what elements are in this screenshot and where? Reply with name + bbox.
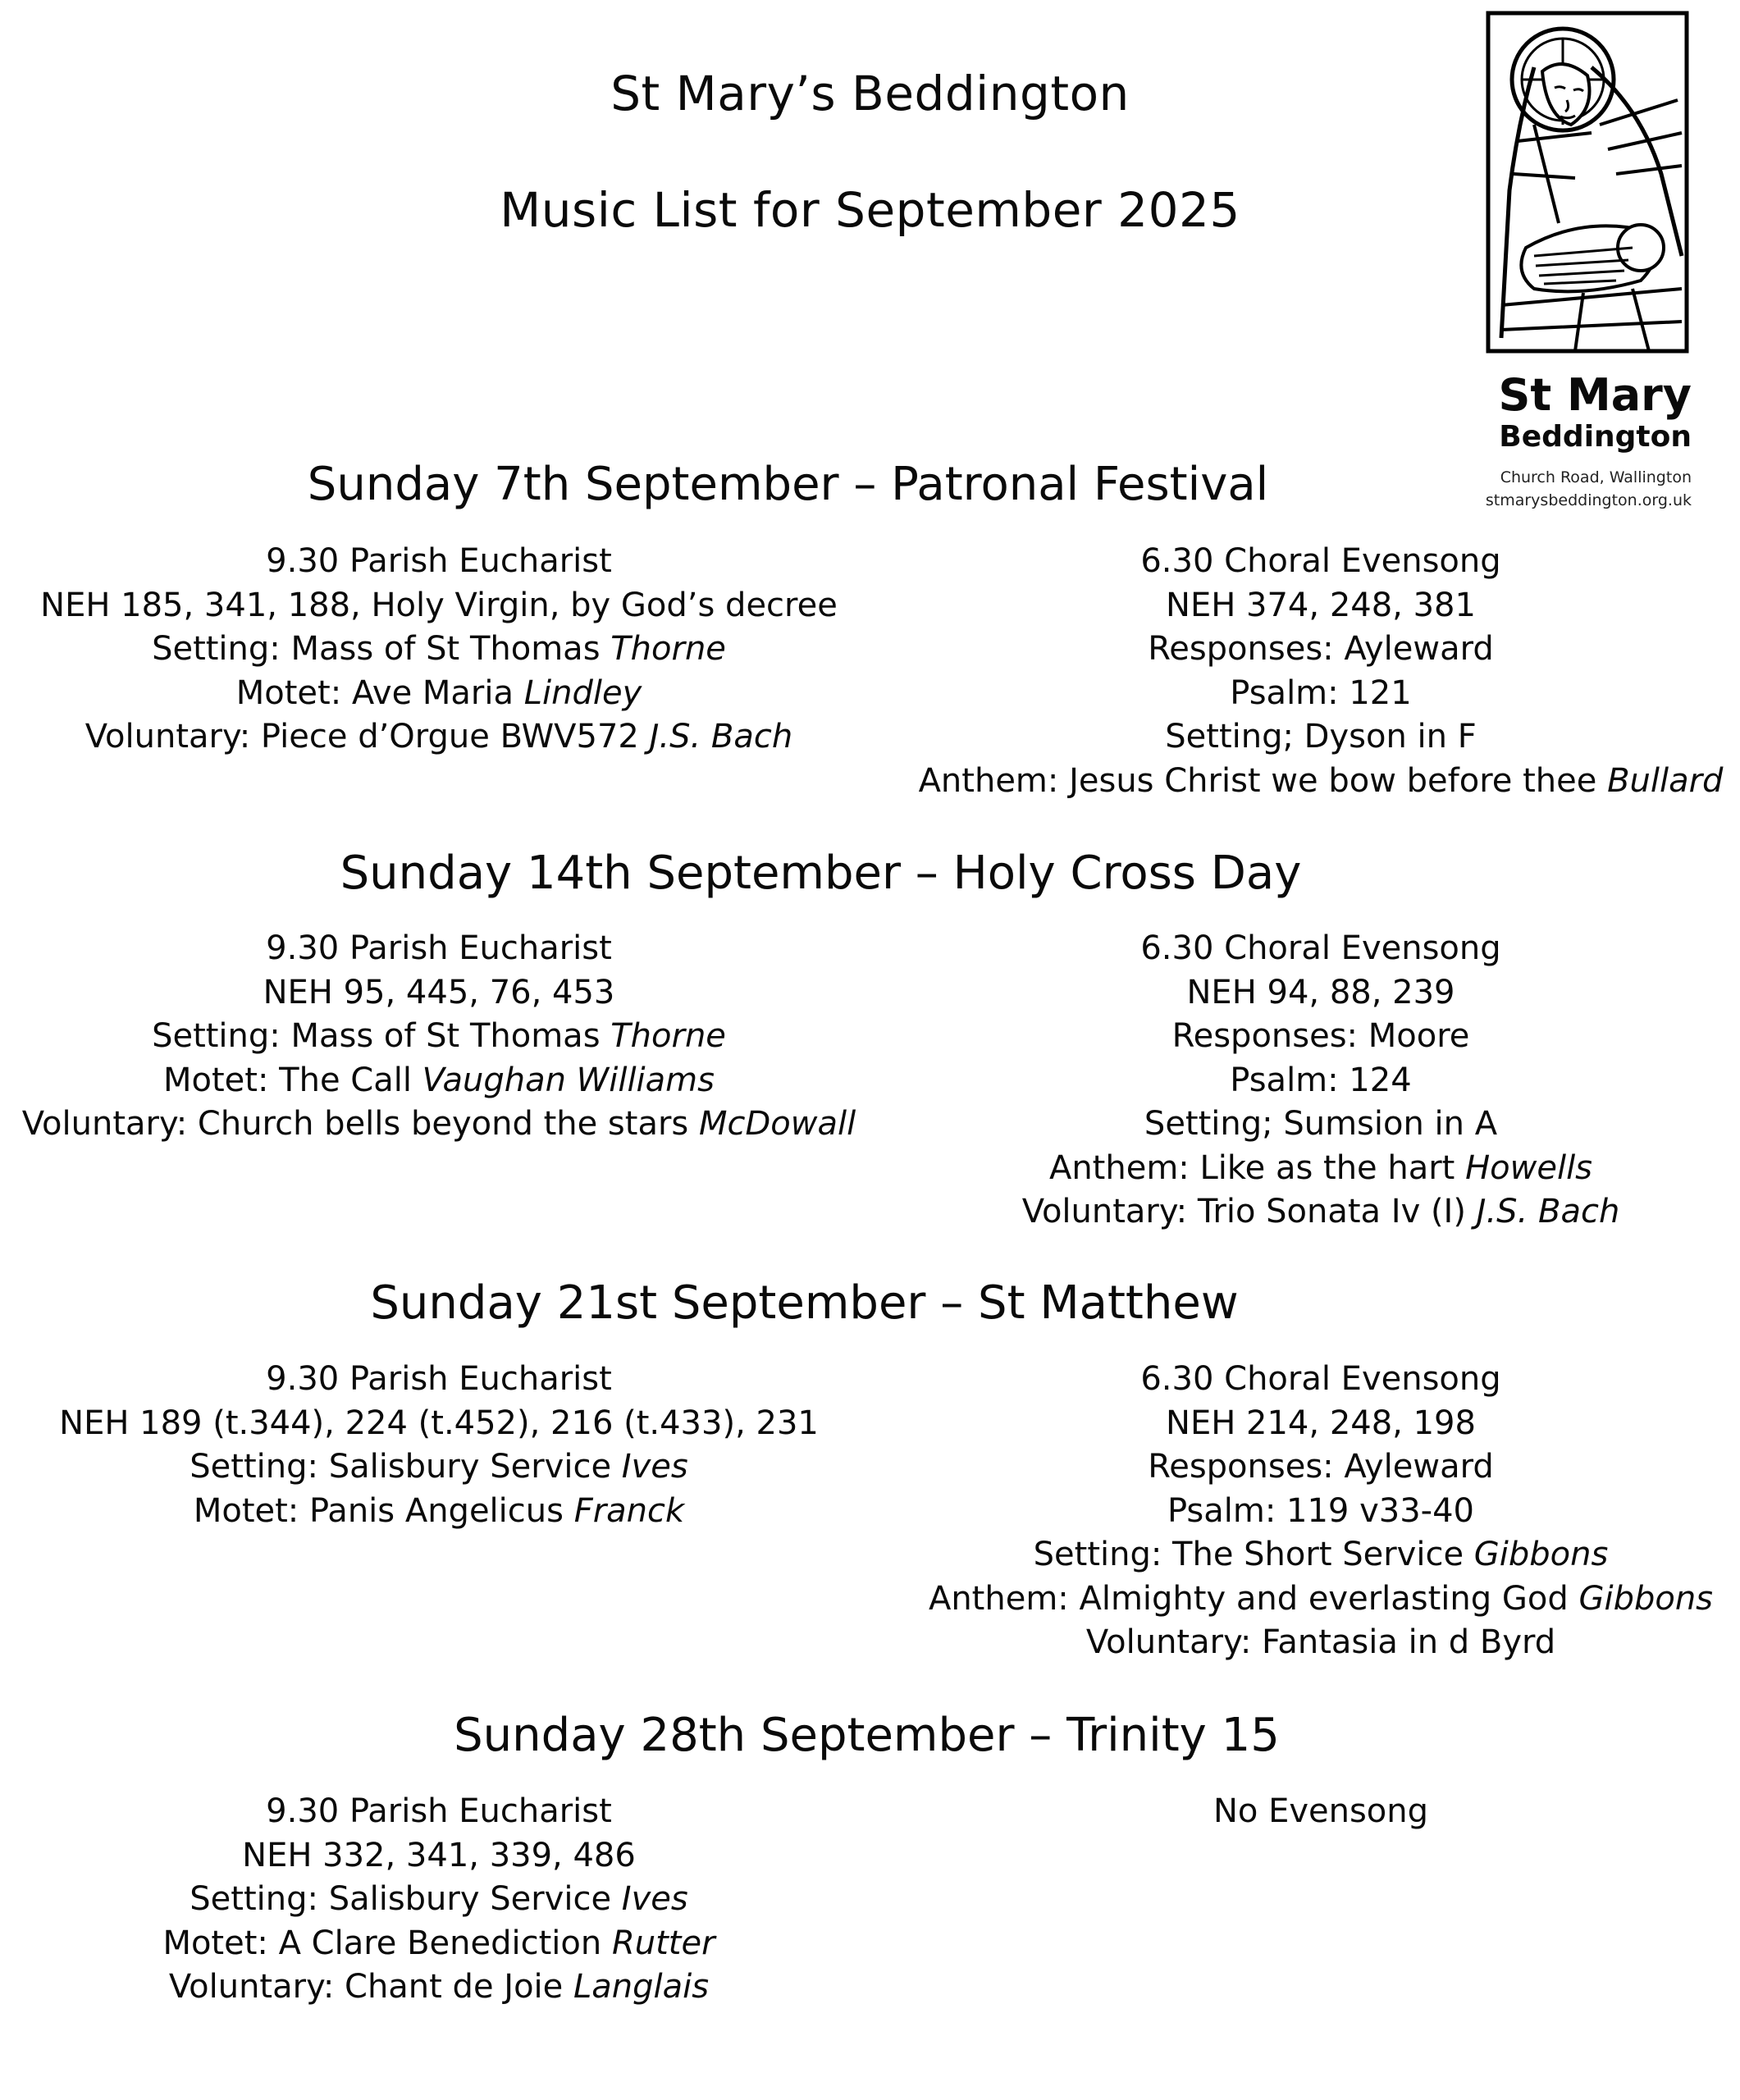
- church-logo: [1468, 10, 1715, 512]
- list-item: Setting: Mass of St Thomas Thorne: [152, 630, 726, 668]
- list-item: Responses: Ayleward: [1148, 630, 1494, 668]
- sunday-heading: Sunday 7th September – Patronal Festival: [307, 458, 1269, 511]
- list-item: 9.30 Parish Eucharist: [266, 929, 612, 967]
- list-item: Responses: Moore: [1171, 1017, 1470, 1055]
- list-item: Voluntary: Fantasia in d Byrd: [1085, 1623, 1556, 1661]
- list-item: NEH 95, 445, 76, 453: [263, 973, 615, 1011]
- list-item: 6.30 Choral Evensong: [1140, 929, 1501, 967]
- list-item: NEH 374, 248, 381: [1166, 586, 1476, 624]
- eucharist-column: [0, 1358, 878, 1533]
- list-item: Psalm: 124: [1230, 1061, 1412, 1099]
- list-item: NEH 332, 341, 339, 486: [242, 1836, 636, 1874]
- list-item: No Evensong: [1213, 1792, 1429, 1830]
- sunday-heading: Sunday 14th September – Holy Cross Day: [340, 847, 1302, 900]
- eucharist-column: [0, 927, 878, 1147]
- list-item: Anthem: Like as the hart Howells: [1048, 1148, 1593, 1187]
- list-item: NEH 189 (t.344), 224 (t.452), 216 (t.433), 231: [59, 1404, 819, 1442]
- list-item: Setting: The Short Service Gibbons: [1033, 1536, 1609, 1573]
- list-item: Motet: The Call Vaughan Williams: [163, 1061, 715, 1099]
- list-item: Voluntary: Piece d’Orgue BWV572 J.S. Bach: [84, 718, 793, 756]
- eucharist-column: [0, 1790, 878, 2010]
- list-item: NEH 214, 248, 198: [1166, 1404, 1476, 1442]
- list-item: 6.30 Choral Evensong: [1140, 542, 1501, 580]
- sunday-heading: Sunday 21st September – St Matthew: [370, 1276, 1239, 1330]
- list-item: 9.30 Parish Eucharist: [266, 542, 612, 580]
- list-item: Voluntary: Trio Sonata Iv (I) J.S. Bach: [1021, 1193, 1620, 1230]
- list-item: Psalm: 121: [1230, 673, 1412, 712]
- evensong-column: [911, 540, 1731, 803]
- logo-website: stmarysbeddington.org.uk: [1485, 491, 1692, 509]
- list-item: Motet: A Clare Benediction Rutter: [162, 1924, 715, 1962]
- list-item: Setting: Mass of St Thomas Thorne: [152, 1017, 726, 1055]
- list-item: Voluntary: Chant de Joie Langlais: [168, 1968, 710, 2006]
- evensong-column: [911, 927, 1731, 1235]
- logo-address: Church Road, Wallington: [1500, 468, 1692, 486]
- list-item: 6.30 Choral Evensong: [1140, 1360, 1501, 1398]
- list-item: NEH 185, 341, 188, Holy Virgin, by God’s decree: [40, 586, 838, 624]
- eucharist-column: [0, 540, 878, 760]
- list-item: Setting; Dyson in F: [1165, 718, 1477, 756]
- list-item: Setting: Salisbury Service Ives: [190, 1448, 688, 1486]
- page-subtitle: Music List for September 2025: [500, 182, 1240, 238]
- evensong-column: [911, 1790, 1731, 1834]
- list-item: Motet: Panis Angelicus Franck: [193, 1491, 685, 1530]
- evensong-column: [911, 1358, 1731, 1665]
- list-item: 9.30 Parish Eucharist: [266, 1360, 612, 1398]
- list-item: NEH 94, 88, 239: [1186, 973, 1455, 1011]
- list-item: Anthem: Jesus Christ we bow before thee Bullard: [918, 761, 1724, 800]
- list-item: Voluntary: Church bells beyond the stars McDowall: [21, 1105, 856, 1143]
- list-item: Setting; Sumsion in A: [1144, 1105, 1498, 1143]
- list-item: Psalm: 119 v33-40: [1167, 1491, 1474, 1530]
- logo-name-line2: Beddington: [1499, 420, 1692, 454]
- logo-name-line1: St Mary: [1498, 369, 1692, 421]
- madonna-and-child-icon: [1485, 10, 1690, 354]
- sunday-heading: Sunday 28th September – Trinity 15: [454, 1709, 1280, 1762]
- list-item: 9.30 Parish Eucharist: [266, 1792, 612, 1830]
- page-title: St Mary’s Beddington: [610, 66, 1130, 121]
- list-item: Motet: Ave Maria Lindley: [235, 673, 642, 712]
- list-item: Responses: Ayleward: [1148, 1448, 1494, 1486]
- list-item: Setting: Salisbury Service Ives: [190, 1880, 688, 1918]
- list-item: Anthem: Almighty and everlasting God Gibbons: [928, 1579, 1714, 1618]
